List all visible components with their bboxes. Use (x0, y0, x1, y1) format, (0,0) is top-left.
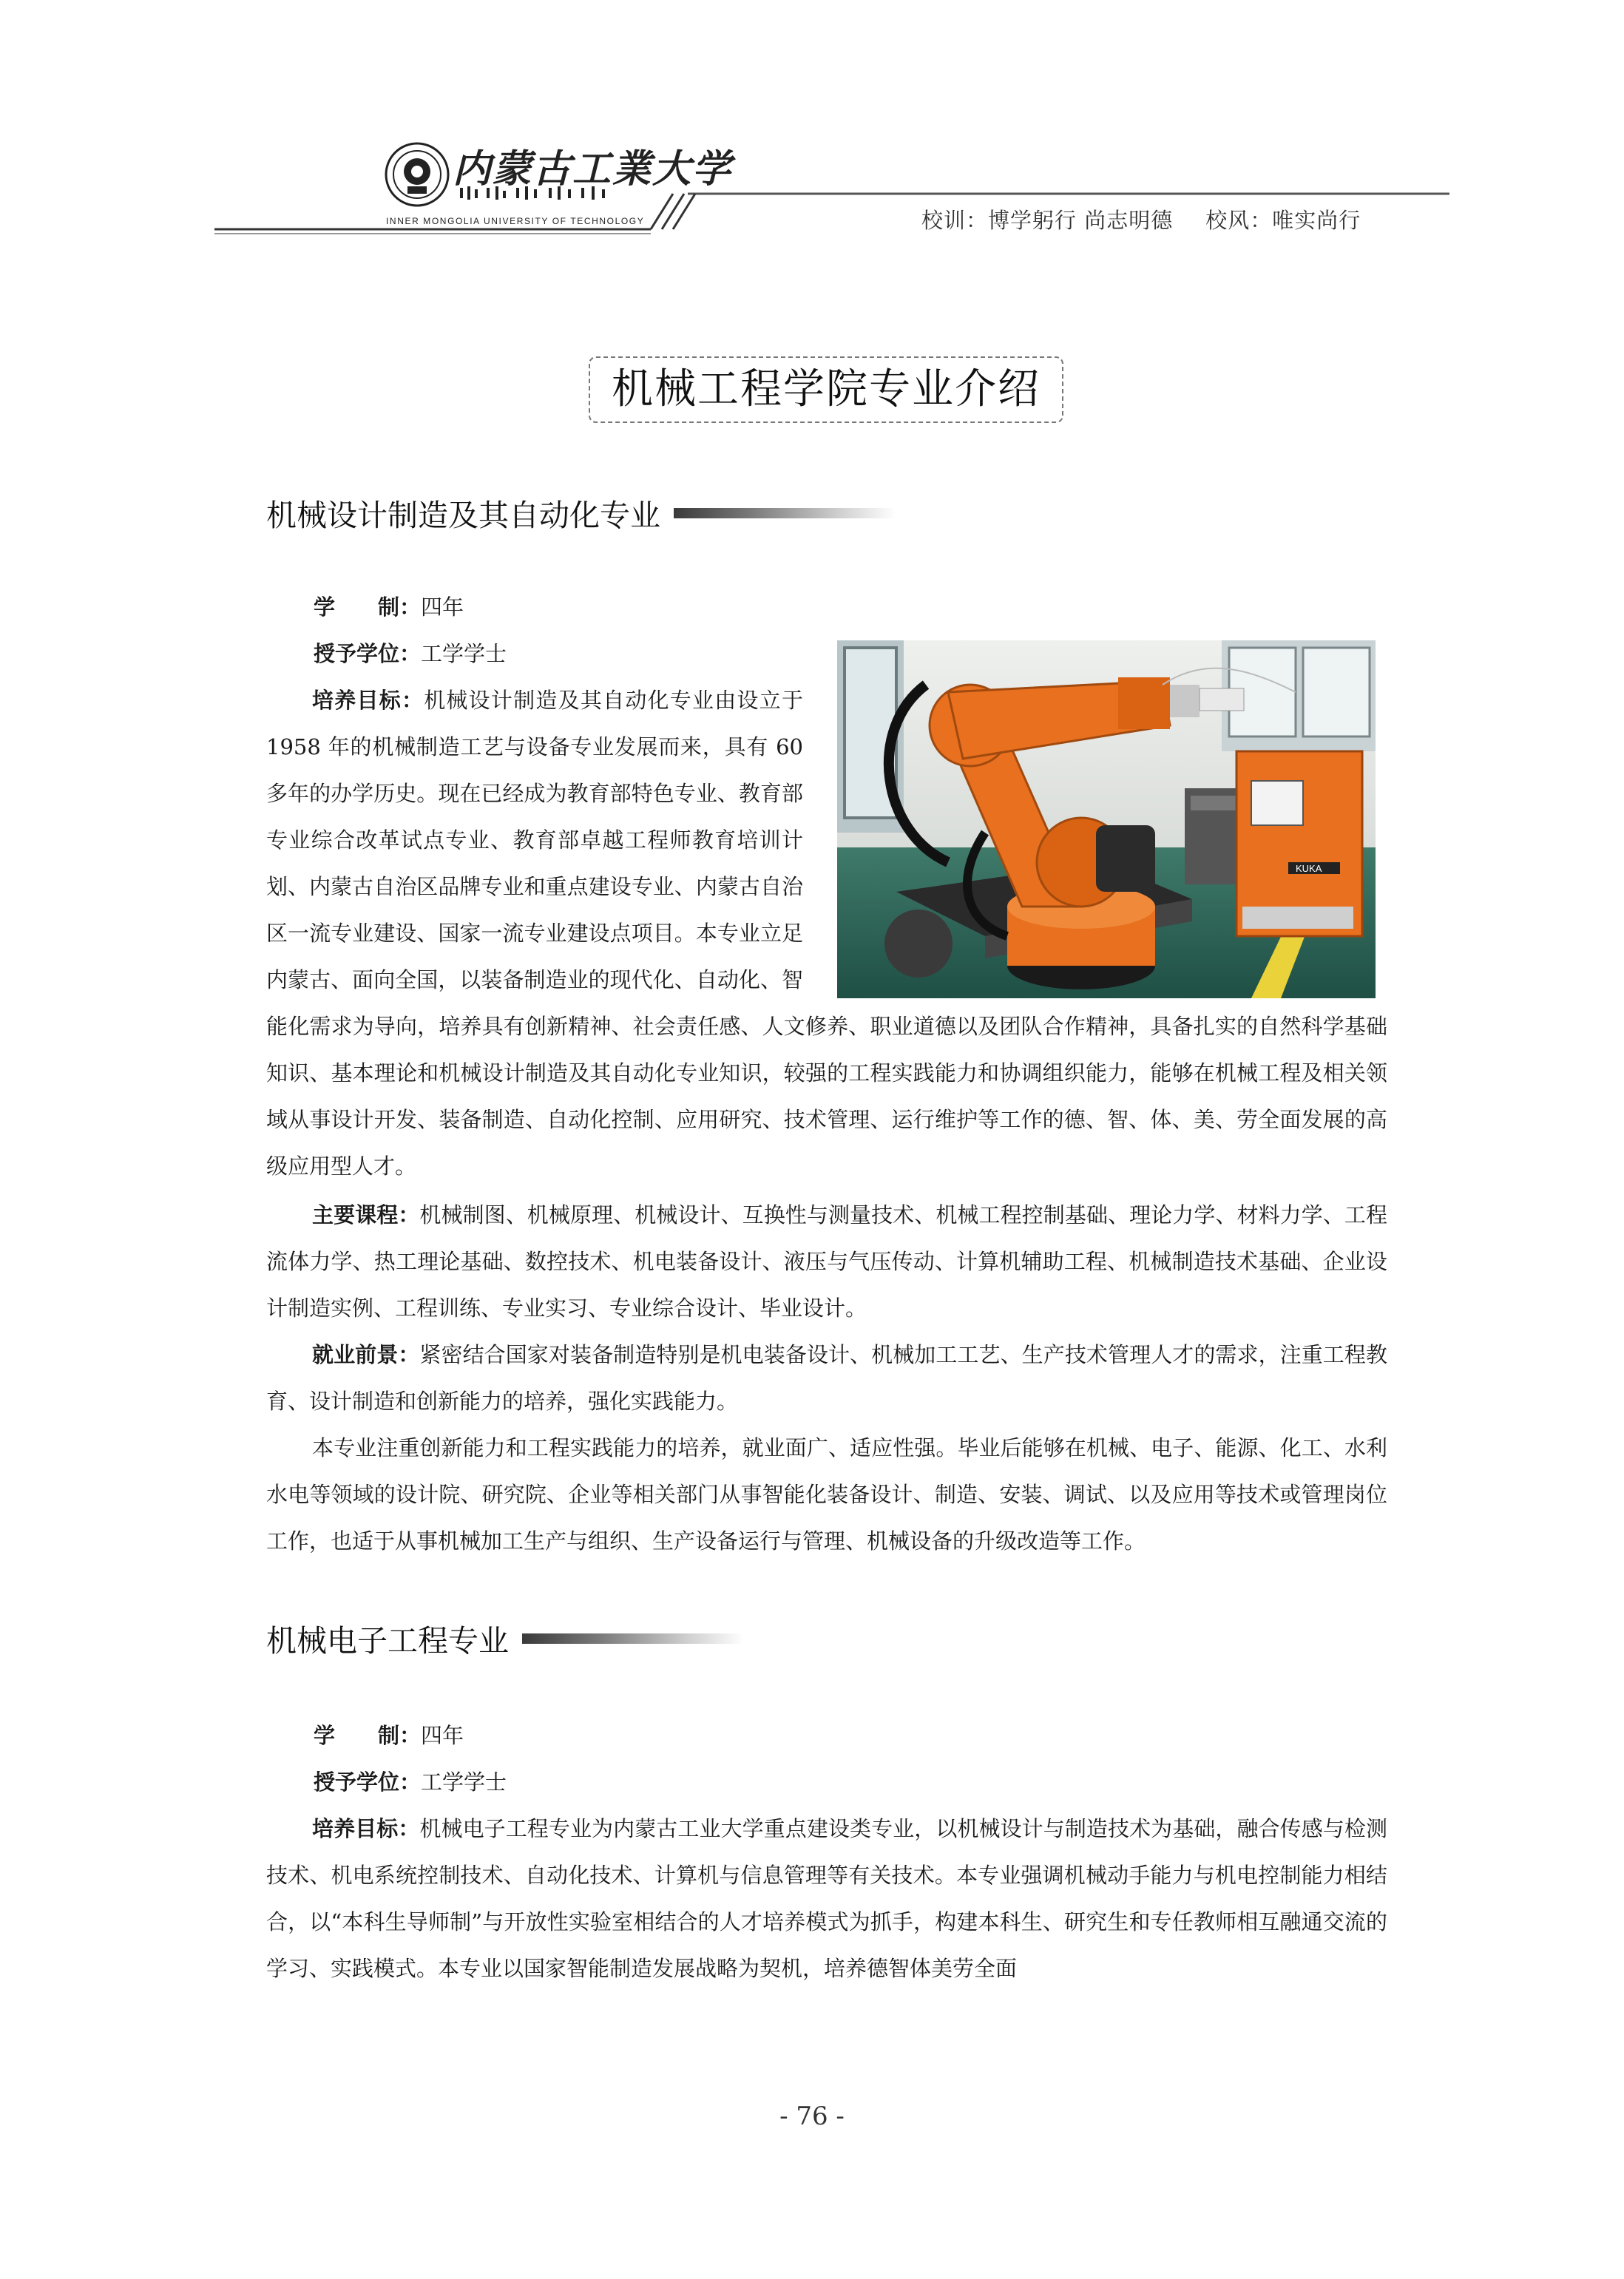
photo-float-spacer (803, 677, 1387, 1003)
degree-label: 授予学位： (314, 1770, 422, 1795)
section-heading-text: 机械设计制造及其自动化专业 (266, 498, 660, 533)
degree-value: 工学学士 (421, 1770, 507, 1795)
heading-gradient-bar (674, 508, 896, 518)
duration-row (314, 1713, 464, 1759)
goal-text: 机械设计制造及其自动化专业由设立于 1958 年的机械制造工艺与设备专业发展而来，具有 60 多年的办学历史。现在已经成为教育部特色专业、教育部专业综合改革试点专业、教育部卓越工程师教育培训计划、内蒙古自治区品牌专业和重点建设专业、内蒙古自治区一流专业建设、国家一流专业建设点项目。本专业立足内蒙古、面向全国，以装备制造业的现代化、自动化、智能化需求为导向，培养具有创新精神、社会责任感、人文修养、职业道德以及团队合作精神，具备扎实的自然科学基础知识、基本理论和机械设计制造及其自动化专业知识，较强的工程实践能力和协调组织能力，能够在机械工程及相关领域从事设计开发、装备制造、自动化控制、应用研究、技术管理、运行维护等工作的德、智、体、美、劳全面发展的高级应用型人才。 (266, 688, 1387, 1179)
degree-value: 工学学士 (421, 641, 507, 666)
school-motto (921, 204, 1361, 234)
duration-row (314, 584, 464, 631)
heading-gradient-bar (522, 1633, 744, 1644)
degree-label: 授予学位： (314, 641, 422, 666)
university-name-en: INNER MONGOLIA UNIVERSITY OF TECHNOLOGY (386, 216, 645, 226)
header-rule-lines (0, 0, 1624, 244)
career-text: 紧密结合国家对装备制造特别是机电装备设计、机械加工工艺、生产技术管理人才的需求，注重工程教育、设计制造和创新能力的培养，强化实践能力。 (266, 1342, 1387, 1414)
goal-paragraph (266, 677, 1387, 1190)
motto-style: 校风：唯实尚行 (1205, 208, 1361, 233)
duration-label: 学 制： (314, 595, 422, 620)
university-seal-icon (385, 142, 450, 207)
goal-text: 机械电子工程专业为内蒙古工业大学重点建设类专业，以机械设计与制造技术为基础，融合传感与检测技术、机电系统控制技术、自动化技术、计算机与信息管理等有关技术。本专业强调机械动手能力与机电控制能力相结合，以“本科生导师制”与开放性实验室相结合的人才培养模式为抓手，构建本科生、研究生和专任教师相互融通交流的学习、实践模式。本专业以国家智能制造发展战略为契机，培养德智体美劳全面 (266, 1816, 1387, 1981)
duration-label: 学 制： (314, 1723, 422, 1748)
page-header (0, 0, 1624, 244)
courses-paragraph (266, 1192, 1387, 1332)
duration-value: 四年 (421, 1723, 464, 1748)
goal-label: 培养目标： (312, 1816, 420, 1841)
goal-label-spacer: 培养目标： (312, 688, 424, 713)
page-number: - 76 - (779, 2102, 845, 2131)
kuka-brand-text: KUKA (1296, 863, 1322, 874)
duration-value: 四年 (421, 595, 464, 620)
motto-school: 校训：博学躬行 尚志明德 (921, 208, 1174, 233)
section-heading-mechatronics (266, 1616, 744, 1661)
career-paragraph (266, 1332, 1387, 1425)
courses-label: 主要课程： (312, 1202, 420, 1227)
section-heading-mechanical-design (266, 491, 896, 535)
page-title-text: 机械工程学院专业介绍 (612, 365, 1041, 413)
mongolian-script-icon (459, 185, 614, 201)
page-title (589, 356, 1063, 423)
courses-text: 机械制图、机械原理、机械设计、互换性与测量技术、机械工程控制基础、理论力学、材料力学、工程流体力学、热工理论基础、数控技术、机电装备设计、液压与气压传动、计算机辅助工程、机械制造技术基础、企业设计制造实例、工程训练、专业实习、专业综合设计、毕业设计。 (266, 1202, 1387, 1321)
extra-text: 本专业注重创新能力和工程实践能力的培养，就业面广、适应性强。毕业后能够在机械、电子、能源、化工、水利水电等领域的设计院、研究院、企业等相关部门从事智能化装备设计、制造、安装、调试、以及应用等技术或管理岗位工作，也适于从事机械加工生产与组织、生产设备运行与管理、机械设备的升级改造等工作。 (266, 1435, 1387, 1554)
degree-row (314, 631, 507, 677)
university-name-cn: 内蒙古工業大学 (453, 146, 733, 192)
section-heading-text: 机械电子工程专业 (266, 1623, 509, 1659)
degree-row (314, 1759, 507, 1806)
goal-paragraph (266, 1806, 1387, 1992)
extra-paragraph (266, 1425, 1387, 1565)
career-label: 就业前景： (312, 1342, 420, 1367)
